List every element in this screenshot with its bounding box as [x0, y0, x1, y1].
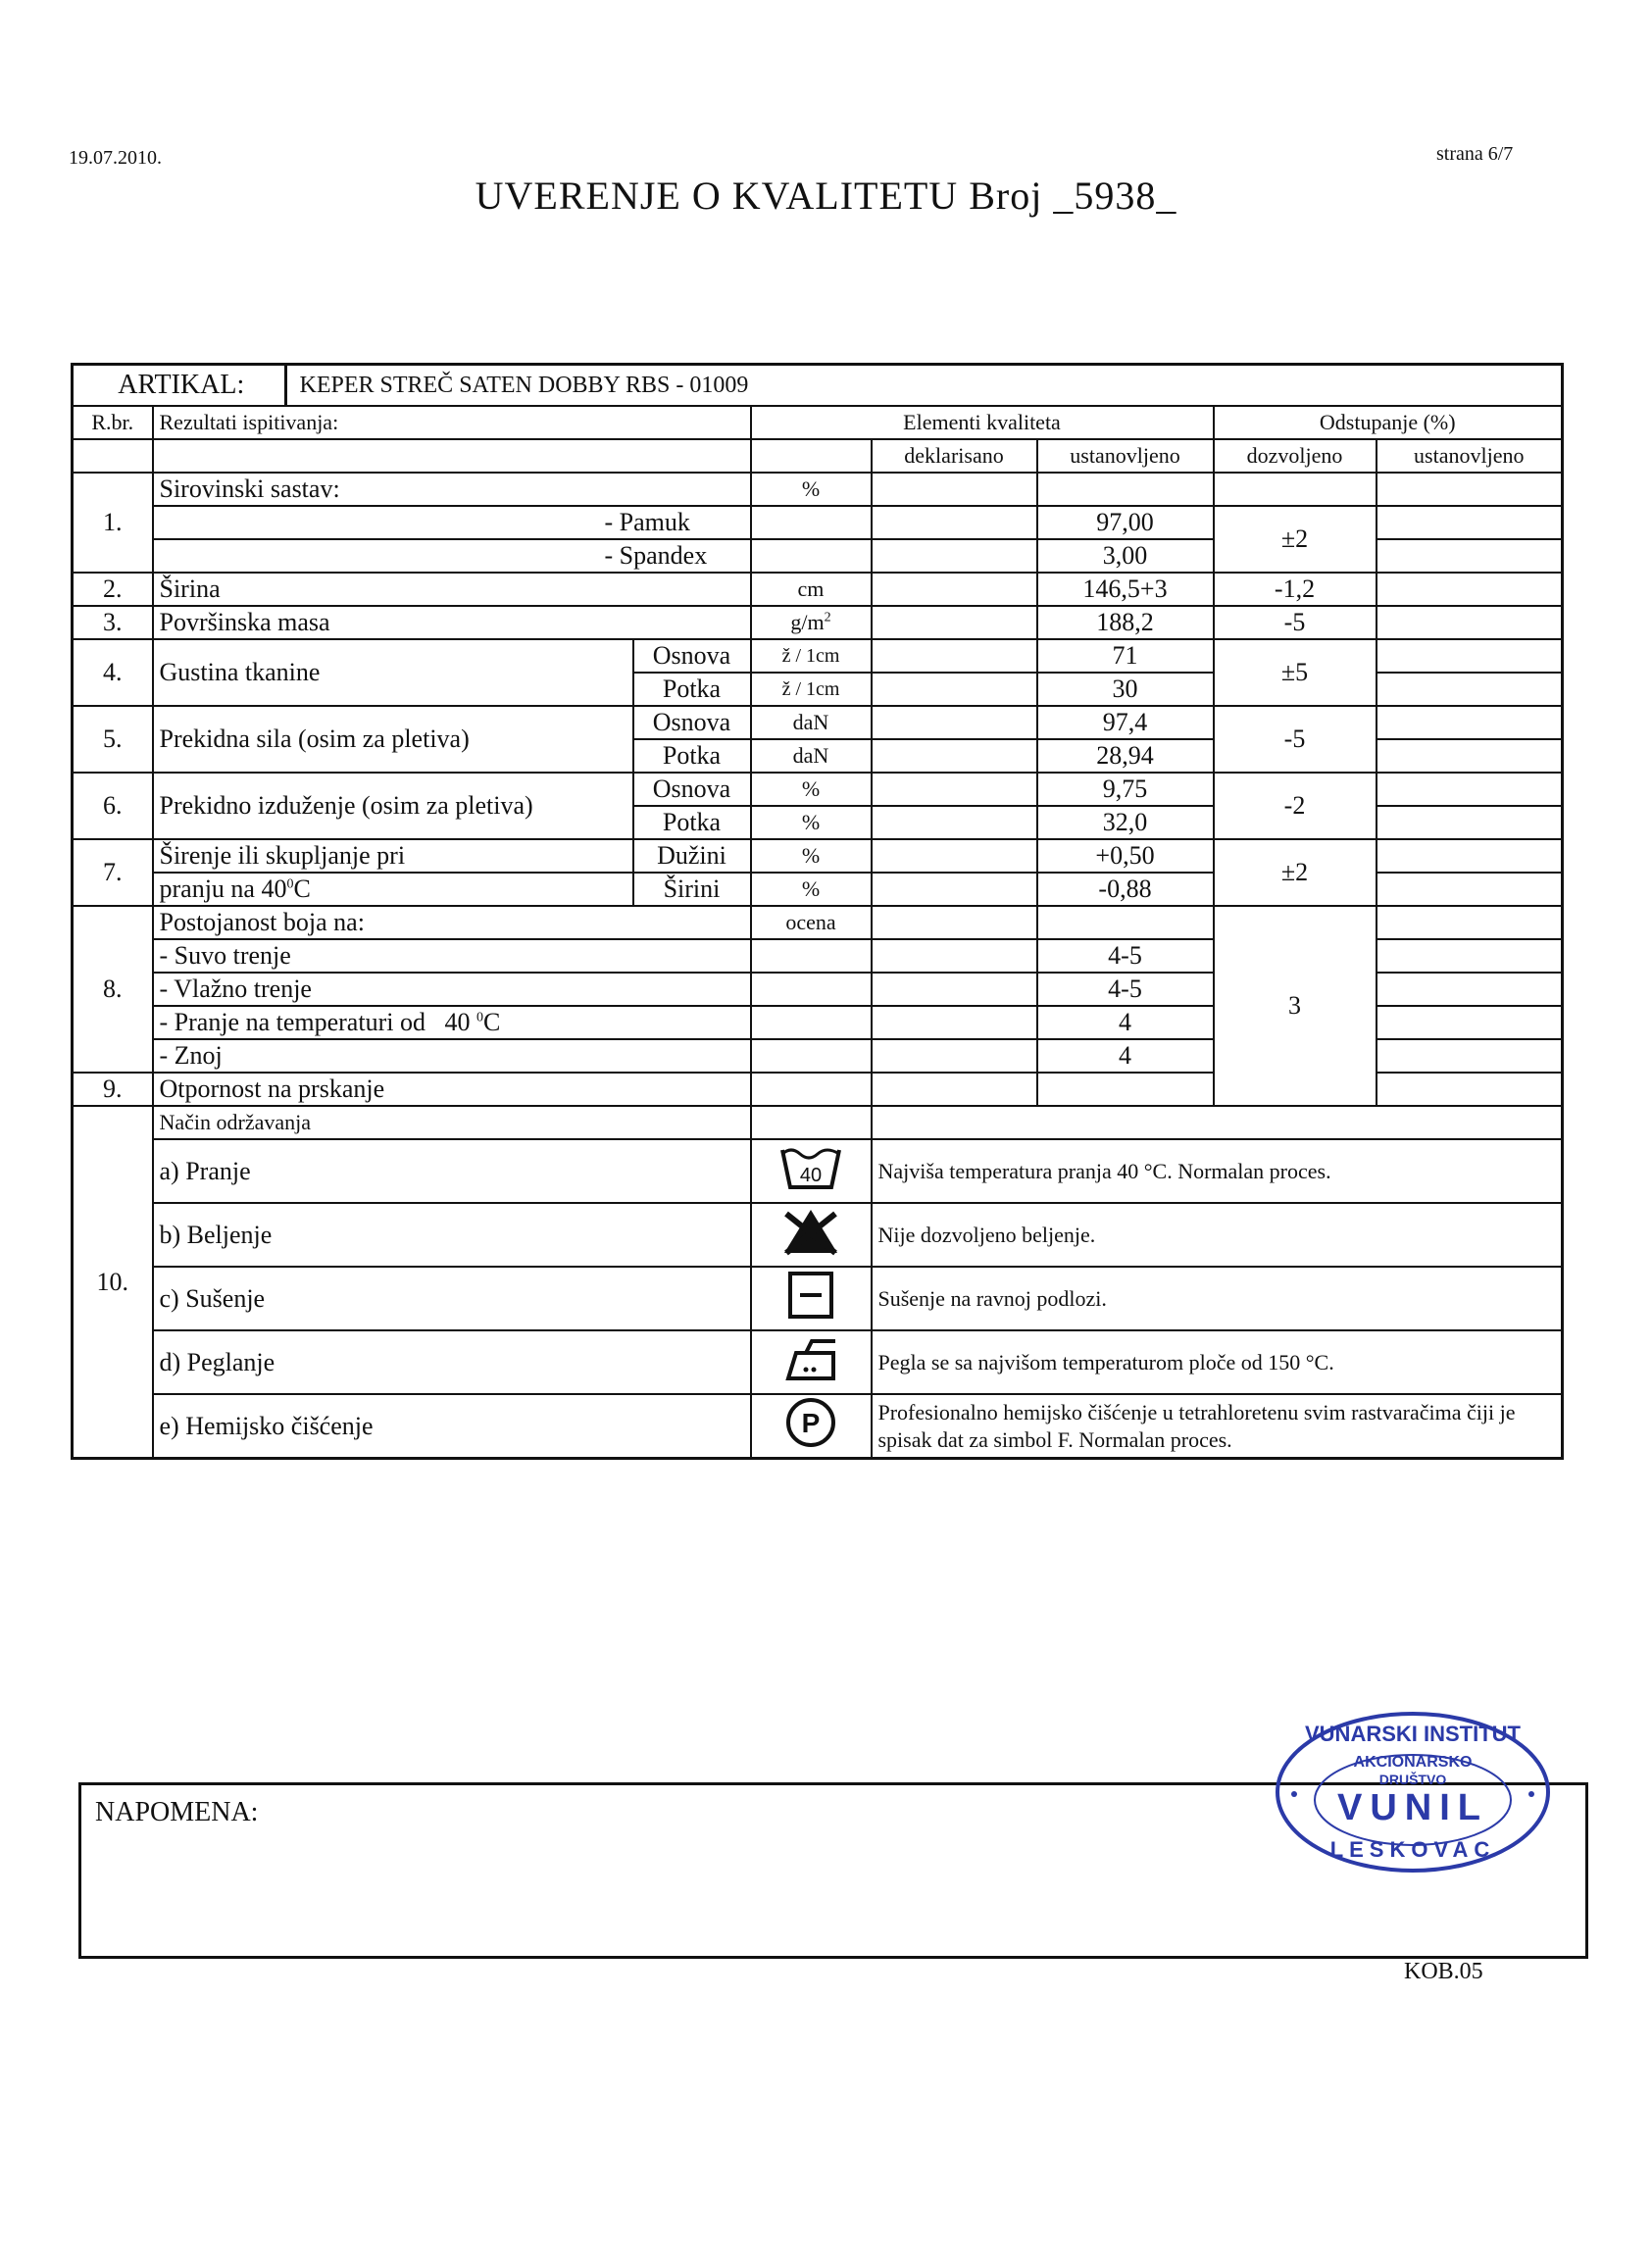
no-bleach-icon — [776, 1204, 845, 1259]
artikal-row — [73, 365, 1563, 407]
wash-40-icon — [776, 1140, 845, 1195]
table-row: 10. Način održavanja — [73, 1106, 1563, 1139]
quality-table — [71, 363, 1564, 1460]
iron-150-icon — [776, 1331, 845, 1386]
table-row: 4. Gustina tkanine Osnova ž / 1cm 71 ±5 — [73, 639, 1563, 673]
flat-dry-icon — [776, 1268, 845, 1323]
page-number: strana 6/7 — [1436, 143, 1514, 165]
table-row: 2. Širina cm 146,5+3 -1,2 — [73, 573, 1563, 606]
wash-temperature-label: 40 — [799, 1165, 823, 1186]
artikal-value: KEPER STREČ SATEN DOBBY RBS - 01009 — [633, 365, 1563, 407]
artikal-label: ARTIKAL: — [78, 366, 287, 405]
table-row: - Suvo trenje 4-5 — [73, 939, 1563, 973]
document-title — [0, 173, 1652, 219]
table-row: pranju na $40^0C$ Širini % -0,88 — [73, 873, 1563, 906]
dry-clean-p-icon — [776, 1395, 845, 1450]
table-row: - Znoj 4 — [73, 1039, 1563, 1073]
header-row — [73, 406, 1563, 439]
stamp-line2: AKCIONARSKO — [1353, 1754, 1473, 1771]
dry-clean-letter: P — [801, 1408, 821, 1438]
care-row-iron: d) Peglanje Pegla se sa najvišom temperaturom ploče od 150 °C. — [73, 1330, 1563, 1394]
title-prefix: UVERENJE O KVALITETU — [475, 174, 959, 218]
form-code: KOB.05 — [1404, 1959, 1483, 1984]
table-row: 7. Širenje ili skupljanje pri Dužini % +0,50 ±2 — [73, 839, 1563, 873]
table-row: - Pamuk 97,00 ±2 — [73, 506, 1563, 539]
table-row: - Spandex 3,00 — [73, 539, 1563, 573]
care-row-dry: c) Sušenje Sušenje na ravnoj podlozi. — [73, 1267, 1563, 1330]
care-row-wash: a) Pranje 40 Najviša temperatura pranja 40 °C. Normalan proces. — [73, 1139, 1563, 1203]
table-row: Potka ž / 1cm 30 — [73, 673, 1563, 706]
note-label: NAPOMENA: — [95, 1797, 259, 1827]
table-row: 1. Sirovinski sastav: % — [73, 473, 1563, 506]
col-rbr: R.br. — [73, 406, 153, 439]
col-results: Rezultati ispitivanja: — [153, 406, 751, 439]
care-row-dryclean: e) Hemijsko čišćenje P Profesionalno hemijsko čišćenje u tetrahloretenu svim rastvaračima čiji je spisak dat za simbol F. Normalan proces. — [73, 1394, 1563, 1459]
table-row: 3. Površinska masa $g/m^2$ 188,2 -5 — [73, 606, 1563, 639]
col-elements: Elementi kvaliteta — [751, 406, 1214, 439]
subheader-row — [73, 439, 1563, 473]
table-row: - Vlažno trenje 4-5 — [73, 973, 1563, 1006]
title-number: Broj _5938_ — [969, 174, 1177, 218]
table-row: 6. Prekidno izduženje (osim za pletiva) Osnova % 9,75 -2 — [73, 773, 1563, 806]
table-row: 5. Prekidna sila (osim za pletiva) Osnova daN 97,4 -5 — [73, 706, 1563, 739]
document-date: 19.07.2010. — [69, 147, 162, 169]
stamp-line3: DRUŠTVO — [1378, 1772, 1447, 1787]
stamp-name: VUNIL — [1337, 1787, 1488, 1828]
table-row: Potka daN 28,94 — [73, 739, 1563, 773]
col-deviation: Odstupanje (%) — [1214, 406, 1563, 439]
stamp-line1: VUNARSKI INSTITUT — [1305, 1722, 1521, 1746]
stamp-city: LESKOVAC — [1329, 1837, 1496, 1862]
sub-declared: deklarisano — [872, 439, 1037, 473]
table-row: - Pranje na temperaturi od 40 $^0$C 4 — [73, 1006, 1563, 1039]
sub-allowed: dozvoljeno — [1214, 439, 1377, 473]
company-stamp — [1271, 1704, 1555, 1880]
care-row-bleach: b) Beljenje Nije dozvoljeno beljenje. — [73, 1203, 1563, 1267]
sub-established: ustanovljeno — [1037, 439, 1214, 473]
sub-established-deviation: ustanovljeno — [1377, 439, 1563, 473]
table-row: 9. Otpornost na prskanje — [73, 1073, 1563, 1106]
table-row: 8. Postojanost boja na: ocena 3 — [73, 906, 1563, 939]
table-row: Potka % 32,0 — [73, 806, 1563, 839]
